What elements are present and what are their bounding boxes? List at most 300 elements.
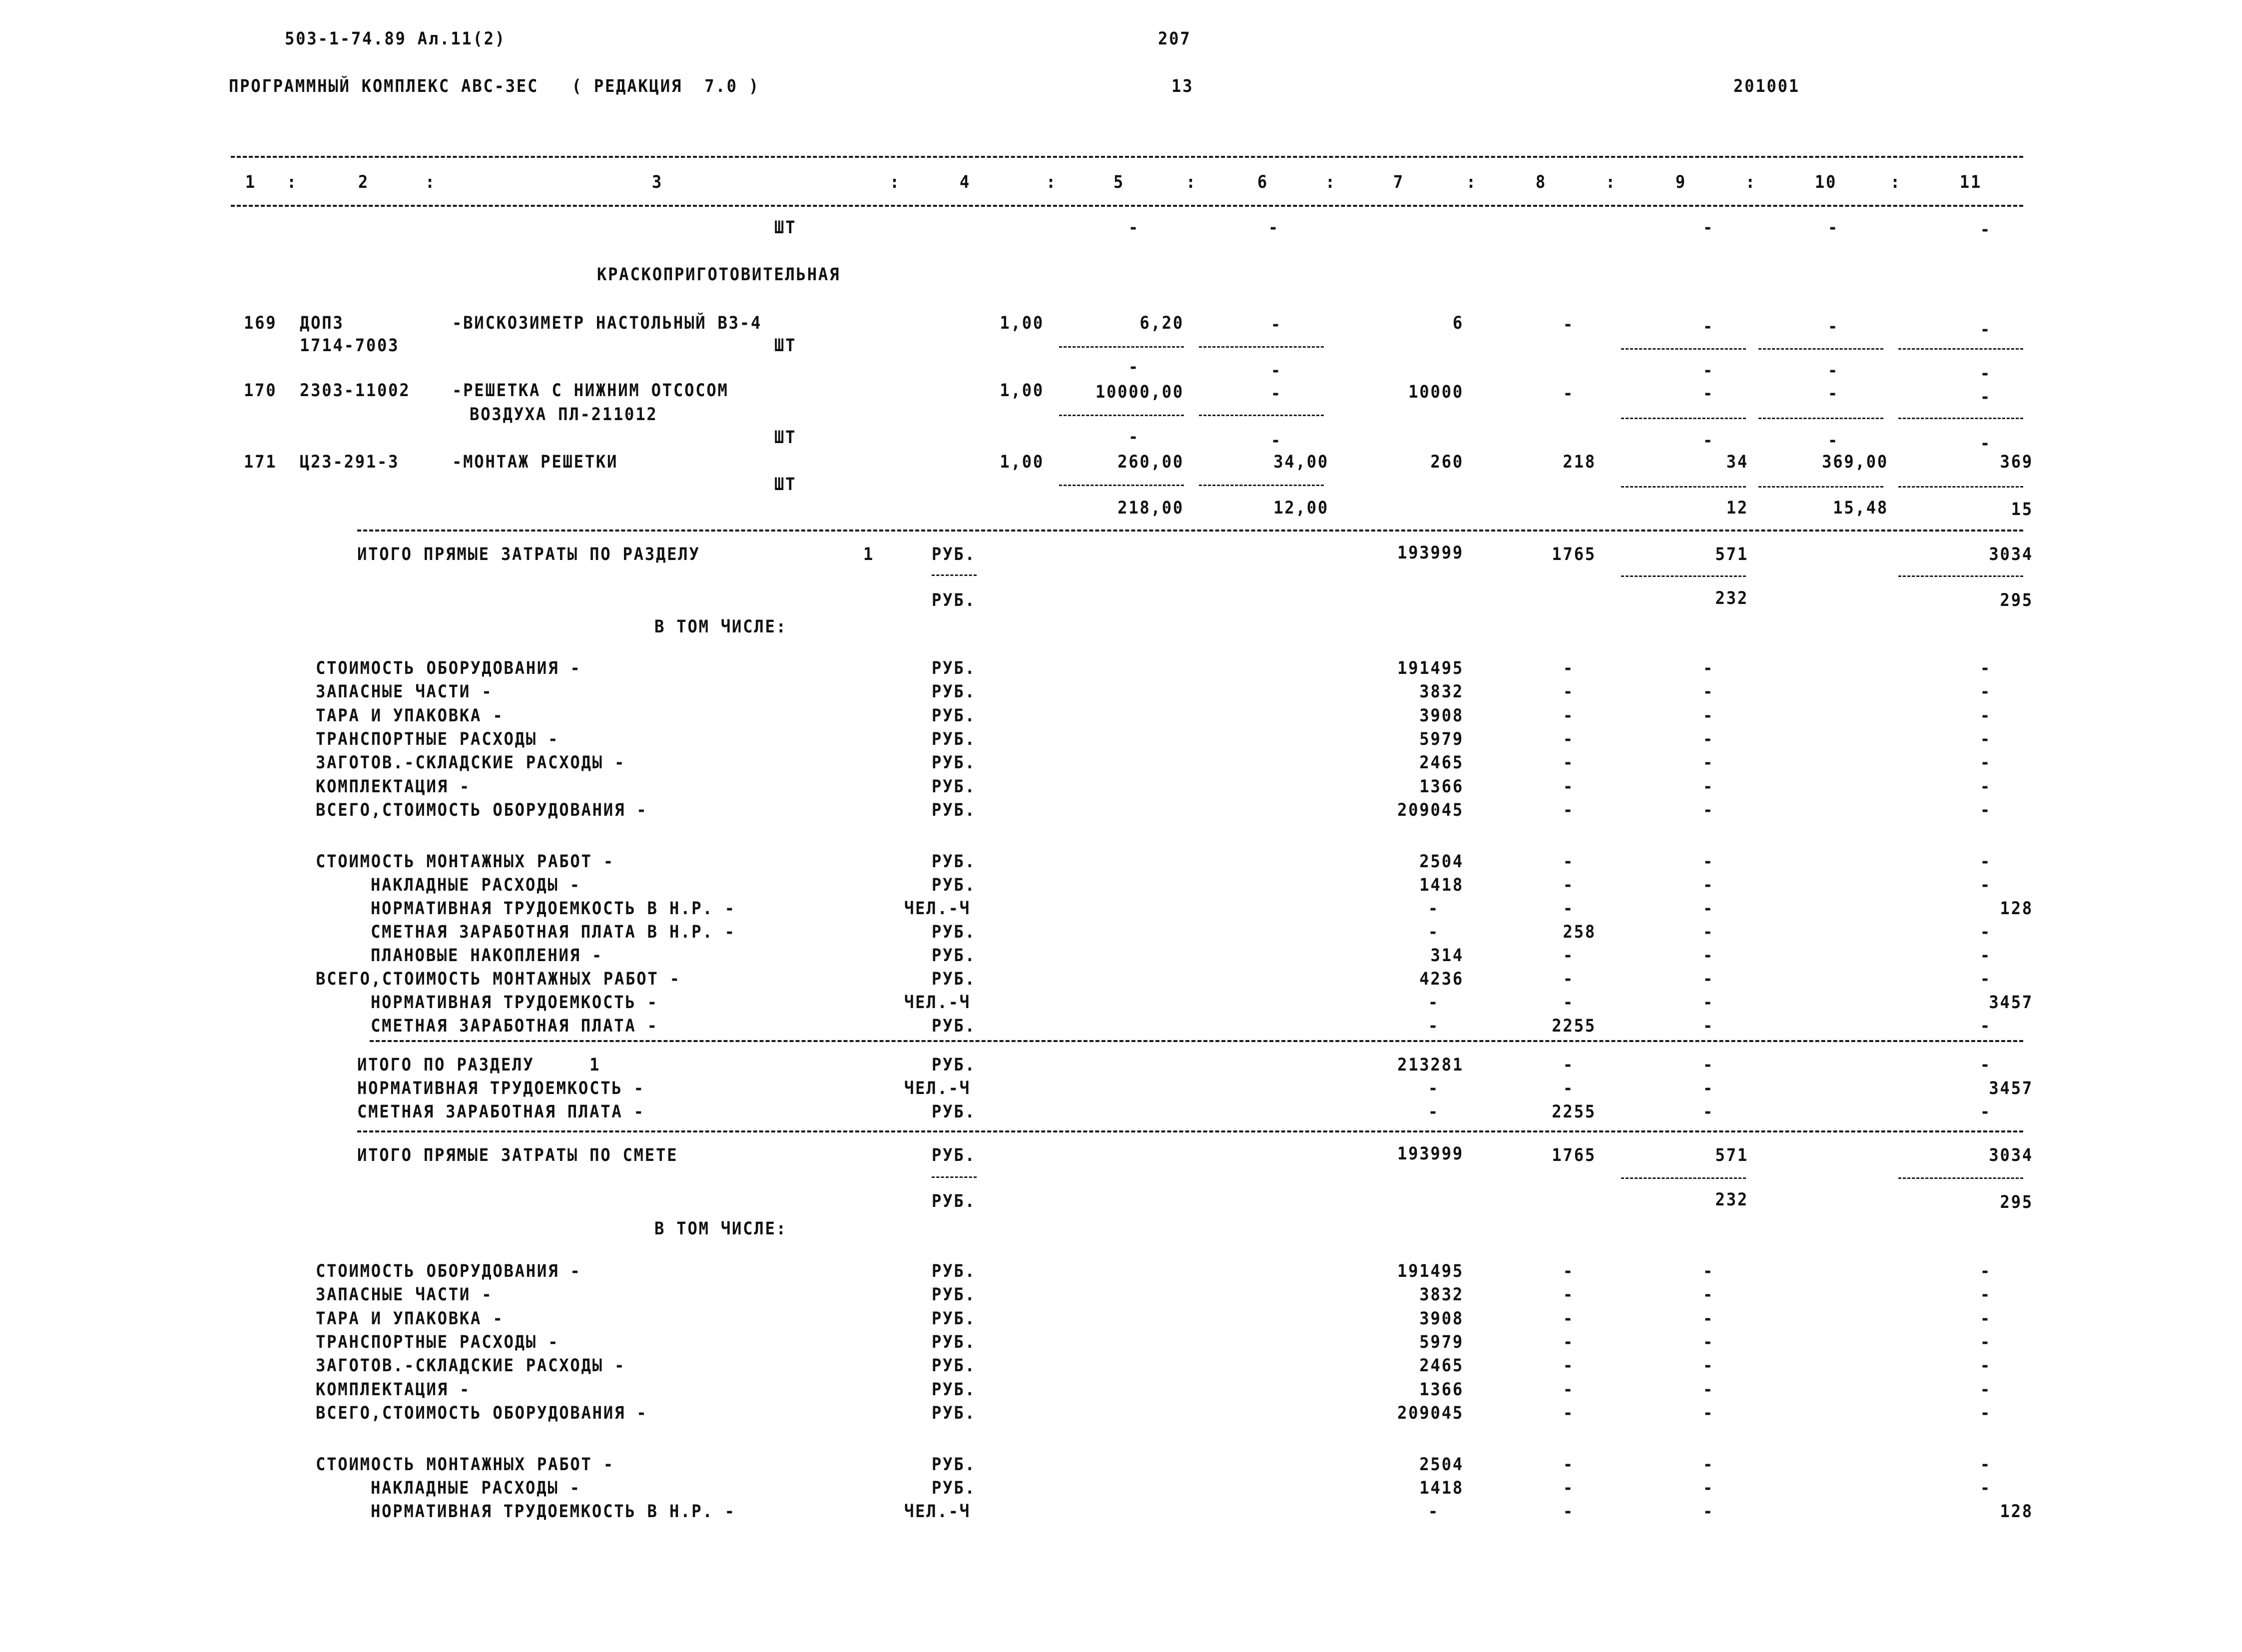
row-label: ВСЕГО,СТОИМОСТЬ ОБОРУДОВАНИЯ -	[316, 800, 648, 820]
row-c8: -	[1563, 658, 1575, 678]
col-sep: :	[1890, 172, 1902, 192]
row-c7: 213281	[1397, 1055, 1464, 1075]
item-code: Ц23-291-3	[300, 452, 400, 472]
row-label: СМЕТНАЯ ЗАРАБОТНАЯ ПЛАТА В Н.Р. -	[371, 922, 736, 942]
row-c7: 2504	[1419, 852, 1464, 872]
item-qty: 1,00	[1000, 381, 1044, 401]
item-unit: ШТ	[774, 475, 797, 495]
row-unit: РУБ.	[932, 776, 976, 797]
item-c8: 218	[1563, 452, 1596, 472]
row-c11: -	[1980, 1016, 1992, 1036]
row-unit: РУБ.	[932, 1261, 976, 1281]
estimate-c11: 3034	[1989, 1145, 2033, 1165]
dash-cell: -	[1827, 431, 1839, 451]
row-c9: -	[1702, 682, 1714, 702]
row-c8: -	[1563, 1478, 1575, 1498]
row-label: СМЕТНАЯ ЗАРАБОТНАЯ ПЛАТА -	[357, 1102, 645, 1122]
col-10: 10	[1814, 172, 1837, 192]
rule-header-bottom	[231, 205, 2023, 207]
row-c11: -	[1980, 658, 1992, 678]
item-c7: 6	[1452, 313, 1464, 333]
row-c8: -	[1563, 800, 1575, 820]
row-unit: ЧЕЛ.-Ч	[904, 993, 971, 1013]
row-c8: 258	[1563, 922, 1596, 942]
row-c11: -	[1980, 875, 1992, 895]
cell-rule	[1059, 485, 1184, 486]
row-label: НОРМАТИВНАЯ ТРУДОЕМКОСТЬ В Н.Р. -	[371, 1502, 736, 1522]
row-c9: -	[1702, 946, 1714, 966]
row-c7: 2504	[1419, 1455, 1464, 1475]
row-label: ТАРА И УПАКОВКА -	[316, 1308, 504, 1329]
row-c7: -	[1428, 899, 1440, 919]
row-c9: -	[1702, 1055, 1714, 1075]
row-unit: РУБ.	[932, 969, 976, 989]
cell-rule	[1199, 346, 1324, 348]
item-code: ДОП3	[300, 313, 344, 333]
row-c9: -	[1702, 776, 1714, 797]
row-label: СТОИМОСТЬ МОНТАЖНЫХ РАБОТ -	[316, 1455, 614, 1475]
col-8: 8	[1535, 172, 1547, 192]
item-sub-c11: 15	[2011, 500, 2033, 520]
row-c7: 1366	[1419, 1379, 1464, 1400]
dash-cell: -	[1270, 431, 1282, 451]
row-c7: -	[1428, 1079, 1440, 1099]
item-no: 169	[244, 313, 277, 333]
col-9: 9	[1675, 172, 1687, 192]
row-unit: ЧЕЛ.-Ч	[904, 1079, 971, 1099]
row-unit: РУБ.	[932, 1308, 976, 1329]
row-c8: -	[1563, 1379, 1575, 1400]
dash-cell: -	[1827, 361, 1839, 381]
row-unit: РУБ.	[932, 875, 976, 895]
col-sep: :	[286, 172, 298, 192]
row-c7: -	[1428, 1502, 1440, 1522]
total-label: ИТОГО ПРЯМЫЕ ЗАТРАТЫ ПО РАЗДЕЛУ	[357, 545, 700, 564]
total-c8: 1765	[1552, 545, 1596, 564]
col-7: 7	[1393, 172, 1405, 192]
row-c9: -	[1702, 1308, 1714, 1329]
dash-cell: -	[1128, 427, 1140, 447]
col-sep: :	[1466, 172, 1478, 192]
row-c7: 3908	[1419, 1308, 1464, 1329]
row-c9: -	[1702, 922, 1714, 942]
row-c8: -	[1563, 705, 1575, 726]
row-unit: РУБ.	[932, 1102, 976, 1122]
row-c11: -	[1980, 682, 1992, 702]
row-c9: -	[1702, 1403, 1714, 1423]
total-c11b: 295	[2000, 590, 2033, 610]
row-c8: -	[1563, 969, 1575, 989]
item-c6: -	[1270, 384, 1282, 404]
col-sep: :	[1325, 172, 1337, 192]
row-c9: -	[1702, 800, 1714, 820]
row-unit: РУБ.	[932, 1356, 976, 1376]
item-no: 171	[244, 452, 277, 472]
col-sep: :	[1185, 172, 1197, 192]
row-c11: -	[1980, 1455, 1992, 1475]
row-c9: -	[1702, 993, 1714, 1013]
sub-number: 13	[1171, 76, 1194, 96]
item-c9: -	[1702, 384, 1714, 404]
item-sub-c6: 12,00	[1273, 498, 1329, 518]
row-label: ТРАНСПОРТНЫЕ РАСХОДЫ -	[316, 1332, 560, 1352]
sheet-ref: 503-1-74.89 Ал.11(2)	[285, 29, 506, 49]
row-label: КОМПЛЕКТАЦИЯ -	[316, 776, 471, 797]
cell-rule	[932, 574, 977, 576]
item-c6: -	[1270, 315, 1282, 335]
row-c8: -	[1563, 729, 1575, 749]
total-num: 1	[863, 545, 875, 564]
row-label: СТОИМОСТЬ ОБОРУДОВАНИЯ -	[316, 658, 581, 678]
row-c9: -	[1702, 1332, 1714, 1352]
incl-label-2: В ТОМ ЧИСЛЕ:	[654, 1219, 787, 1239]
row-unit: РУБ.	[932, 800, 976, 820]
cell-rule	[1758, 348, 1883, 350]
col-11: 11	[1959, 172, 1982, 192]
cell-rule	[1898, 575, 2023, 577]
dash-cell: -	[1827, 218, 1839, 238]
row-c7: 2465	[1419, 753, 1464, 773]
cell-rule	[1621, 1177, 1746, 1179]
row-label: ВСЕГО,СТОИМОСТЬ МОНТАЖНЫХ РАБОТ -	[316, 969, 681, 989]
row-unit: РУБ.	[932, 1379, 976, 1400]
item-c9: -	[1702, 317, 1714, 337]
row-c11: -	[1980, 1403, 1992, 1423]
row-unit: РУБ.	[932, 1332, 976, 1352]
row-c9: -	[1702, 899, 1714, 919]
row-c11: -	[1980, 1308, 1992, 1329]
row-label: ИТОГО ПО РАЗДЕЛУ 1	[357, 1055, 601, 1075]
col-sep: :	[1745, 172, 1757, 192]
cell-rule	[1898, 486, 2023, 488]
row-c7: 1418	[1419, 875, 1464, 895]
row-c8: -	[1563, 875, 1575, 895]
row-c7: 314	[1430, 946, 1464, 966]
row-c11: 3457	[1989, 1079, 2033, 1099]
estimate-c7: 193999	[1397, 1144, 1464, 1164]
row-c9: -	[1702, 1285, 1714, 1305]
row-label: ЗАПАСНЫЕ ЧАСТИ -	[316, 682, 493, 702]
row-c8: 2255	[1552, 1102, 1596, 1122]
incl-label: В ТОМ ЧИСЛЕ:	[654, 617, 787, 637]
row-c8: -	[1563, 682, 1575, 702]
row-label: СМЕТНАЯ ЗАРАБОТНАЯ ПЛАТА -	[371, 1016, 658, 1036]
row-c9: -	[1702, 1379, 1714, 1400]
row-c7: 5979	[1419, 729, 1464, 749]
item-sub-c5: 218,00	[1118, 498, 1184, 518]
col-sep: :	[425, 172, 437, 192]
page-number: 207	[1158, 29, 1191, 49]
item-qty: 1,00	[1000, 313, 1044, 333]
item-c8: -	[1563, 315, 1575, 335]
row-c8: -	[1563, 993, 1575, 1013]
row-c9: -	[1702, 1478, 1714, 1498]
row-c11: -	[1980, 800, 1992, 820]
row-c9: -	[1702, 852, 1714, 872]
rule-section	[357, 530, 2023, 532]
row-unit: РУБ.	[932, 682, 976, 702]
row-c8: -	[1563, 1356, 1575, 1376]
item-c9: 34	[1726, 452, 1748, 472]
row-c7: 209045	[1397, 1403, 1464, 1423]
doc-code: 201001	[1733, 76, 1800, 96]
row-c11: -	[1980, 729, 1992, 749]
row-c8: -	[1563, 1285, 1575, 1305]
item-sub-c10: 15,48	[1833, 498, 1888, 518]
row-unit: РУБ.	[932, 1285, 976, 1305]
total-c11: 3034	[1989, 545, 2033, 564]
row-unit: РУБ.	[932, 1455, 976, 1475]
row-c9: -	[1702, 1502, 1714, 1522]
total-unit: РУБ.	[932, 545, 976, 564]
cell-rule	[1621, 575, 1746, 577]
dash-cell: -	[1128, 357, 1140, 377]
item-name: -ВИСКОЗИМЕТР НАСТОЛЬНЫЙ ВЗ-4	[452, 313, 762, 333]
row-label: НАКЛАДНЫЕ РАСХОДЫ -	[371, 875, 581, 895]
row-c7: 1418	[1419, 1478, 1464, 1498]
row-c7: -	[1428, 1016, 1440, 1036]
row-label: ЗАГОТОВ.-СКЛАДСКИЕ РАСХОДЫ -	[316, 1356, 626, 1376]
row-unit: РУБ.	[932, 1016, 976, 1036]
estimate-unit: РУБ.	[932, 1145, 976, 1165]
item-c11: -	[1980, 320, 1992, 340]
row-unit: ЧЕЛ.-Ч	[904, 899, 971, 919]
cell-rule	[1621, 486, 1746, 488]
item-c6: 34,00	[1273, 452, 1329, 472]
row-label: НОРМАТИВНАЯ ТРУДОЕМКОСТЬ В Н.Р. -	[371, 899, 736, 919]
section-title: КРАСКОПРИГОТОВИТЕЛЬНАЯ	[597, 265, 841, 285]
item-code2: 1714-7003	[300, 336, 400, 356]
row-c9: -	[1702, 1016, 1714, 1036]
item-c10: -	[1827, 317, 1839, 337]
cell-rule	[1898, 348, 2023, 350]
row-c8: -	[1563, 1403, 1575, 1423]
row-c9: -	[1702, 1261, 1714, 1281]
row-unit: РУБ.	[932, 922, 976, 942]
row-c7: -	[1428, 1102, 1440, 1122]
cell-rule	[1199, 485, 1324, 486]
row-label: ВСЕГО,СТОИМОСТЬ ОБОРУДОВАНИЯ -	[316, 1403, 648, 1423]
item-unit: ШТ	[774, 336, 797, 356]
row-c11: -	[1980, 1379, 1992, 1400]
row-c7: 3908	[1419, 705, 1464, 726]
row-c11: -	[1980, 1332, 1992, 1352]
row-unit: РУБ.	[932, 946, 976, 966]
row-c8: -	[1563, 1332, 1575, 1352]
col-sep: :	[1046, 172, 1058, 192]
item-c5: 260,00	[1118, 452, 1184, 472]
row-c9: -	[1702, 875, 1714, 895]
estimate-c9b: 232	[1715, 1190, 1748, 1210]
row-c8: 2255	[1552, 1016, 1596, 1036]
row-label: ПЛАНОВЫЕ НАКОПЛЕНИЯ -	[371, 946, 603, 966]
row-label: СТОИМОСТЬ ОБОРУДОВАНИЯ -	[316, 1261, 581, 1281]
row-c11: 128	[2000, 1502, 2033, 1522]
row-c8: -	[1563, 1455, 1575, 1475]
row-c11: -	[1980, 1055, 1992, 1075]
row-unit: РУБ.	[932, 753, 976, 773]
row-c11: -	[1980, 1478, 1992, 1498]
cell-rule	[1199, 415, 1324, 416]
dash-cell: -	[1980, 434, 1992, 454]
col-2: 2	[358, 172, 370, 192]
rule-subtotal	[370, 1040, 2023, 1042]
col-sep: :	[889, 172, 901, 192]
row-c7: 209045	[1397, 800, 1464, 820]
item-c8: -	[1563, 384, 1575, 404]
row-c7: 2465	[1419, 1356, 1464, 1376]
row-label: ЗАПАСНЫЕ ЧАСТИ -	[316, 1285, 493, 1305]
cell-rule	[932, 1176, 977, 1178]
dash-cell: -	[1702, 361, 1714, 381]
cell-rule	[1059, 346, 1184, 348]
row-c11: 3457	[1989, 993, 2033, 1013]
row-unit: РУБ.	[932, 1403, 976, 1423]
program-title: ПРОГРАММНЫЙ КОМПЛЕКС АВС-3ЕС ( РЕДАКЦИЯ 7.0 )	[229, 76, 760, 96]
row-label: НОРМАТИВНАЯ ТРУДОЕМКОСТЬ -	[357, 1079, 645, 1099]
row-c7: 3832	[1419, 682, 1464, 702]
total-c9b: 232	[1715, 588, 1748, 608]
dash-cell: -	[1702, 431, 1714, 451]
cell-rule	[1758, 486, 1883, 488]
row-label: КОМПЛЕКТАЦИЯ -	[316, 1379, 471, 1400]
row-unit: РУБ.	[932, 1478, 976, 1498]
row-label: НОРМАТИВНАЯ ТРУДОЕМКОСТЬ -	[371, 993, 658, 1013]
row-c7: -	[1428, 993, 1440, 1013]
col-sep: :	[1605, 172, 1617, 192]
cell-rule	[1898, 418, 2023, 419]
row-c8: -	[1563, 1502, 1575, 1522]
estimate-c9: 571	[1715, 1145, 1748, 1165]
row-c11: -	[1980, 1356, 1992, 1376]
row-c7: 191495	[1397, 1261, 1464, 1281]
item-c11: -	[1980, 387, 1992, 407]
row-c9: -	[1702, 729, 1714, 749]
total-unit2: РУБ.	[932, 590, 976, 610]
row-c11: -	[1980, 753, 1992, 773]
estimate-label: ИТОГО ПРЯМЫЕ ЗАТРАТЫ ПО СМЕТЕ	[357, 1145, 678, 1165]
dash-cell: -	[1702, 218, 1714, 238]
rule-estimate	[357, 1130, 2023, 1132]
cell-rule	[1621, 418, 1746, 419]
item-name: -РЕШЕТКА С НИЖНИМ ОТСОСОМ	[452, 381, 729, 401]
col-3: 3	[651, 172, 663, 192]
row-c11: 128	[2000, 899, 2033, 919]
col-6: 6	[1257, 172, 1269, 192]
row-c7: 191495	[1397, 658, 1464, 678]
row-c9: -	[1702, 705, 1714, 726]
row-c9: -	[1702, 1102, 1714, 1122]
row-c9: -	[1702, 1455, 1714, 1475]
col-4: 4	[959, 172, 971, 192]
row-c8: -	[1563, 852, 1575, 872]
row-c8: -	[1563, 946, 1575, 966]
item-unit: ШТ	[774, 428, 797, 448]
row-label: ТАРА И УПАКОВКА -	[316, 705, 504, 726]
rule-top	[231, 156, 2023, 158]
total-c9: 571	[1715, 545, 1748, 564]
row-c11: -	[1980, 1102, 1992, 1122]
estimate-c11b: 295	[2000, 1192, 2033, 1212]
row-c9: -	[1702, 969, 1714, 989]
estimate-c8: 1765	[1552, 1145, 1596, 1165]
item-name2: ВОЗДУХА ПЛ-211012	[470, 405, 658, 425]
row-unit: РУБ.	[932, 658, 976, 678]
row-c11: -	[1980, 1261, 1992, 1281]
dash-cell: -	[1128, 218, 1140, 238]
row-label: ТРАНСПОРТНЫЕ РАСХОДЫ -	[316, 729, 560, 749]
item-c7: 10000	[1408, 382, 1464, 402]
cell-rule	[1059, 415, 1184, 416]
row-c7: 1366	[1419, 776, 1464, 797]
row-c9: -	[1702, 1356, 1714, 1376]
dash-cell: -	[1270, 361, 1282, 381]
row-c7: 3832	[1419, 1285, 1464, 1305]
item-qty: 1,00	[1000, 452, 1044, 472]
row-c7: 5979	[1419, 1332, 1464, 1352]
row-c8: -	[1563, 899, 1575, 919]
row-c8: -	[1563, 753, 1575, 773]
total-c7: 193999	[1397, 543, 1464, 563]
item-c5: 10000,00	[1095, 382, 1184, 402]
row-c9: -	[1702, 1079, 1714, 1099]
col-1: 1	[245, 172, 257, 192]
cell-rule	[1621, 348, 1746, 350]
row-c9: -	[1702, 658, 1714, 678]
estimate-unit2: РУБ.	[932, 1191, 976, 1211]
item-sub-c9: 12	[1726, 498, 1748, 518]
item-code: 2303-11002	[300, 381, 411, 401]
row-c11: -	[1980, 922, 1992, 942]
item-name: -МОНТАЖ РЕШЕТКИ	[452, 452, 618, 472]
carry-unit: ШТ	[774, 218, 797, 238]
row-c7: -	[1428, 922, 1440, 942]
item-c10: -	[1827, 384, 1839, 404]
cell-rule	[1758, 418, 1883, 419]
item-c7: 260	[1430, 452, 1464, 472]
row-c9: -	[1702, 753, 1714, 773]
row-label: НАКЛАДНЫЕ РАСХОДЫ -	[371, 1478, 581, 1498]
item-c5: 6,20	[1139, 313, 1184, 333]
row-c8: -	[1563, 776, 1575, 797]
row-c8: -	[1563, 1055, 1575, 1075]
dash-cell: -	[1980, 364, 1992, 384]
row-c8: -	[1563, 1261, 1575, 1281]
item-c11: 369	[2000, 452, 2033, 472]
row-unit: РУБ.	[932, 852, 976, 872]
row-label: СТОИМОСТЬ МОНТАЖНЫХ РАБОТ -	[316, 852, 614, 872]
row-c11: -	[1980, 1285, 1992, 1305]
row-c7: 4236	[1419, 969, 1464, 989]
row-c8: -	[1563, 1079, 1575, 1099]
item-c10: 369,00	[1822, 452, 1888, 472]
row-c8: -	[1563, 1308, 1575, 1329]
row-c11: -	[1980, 946, 1992, 966]
row-unit: РУБ.	[932, 729, 976, 749]
row-label: ЗАГОТОВ.-СКЛАДСКИЕ РАСХОДЫ -	[316, 753, 626, 773]
dash-cell: -	[1980, 220, 1992, 240]
cell-rule	[1898, 1177, 2023, 1179]
row-c11: -	[1980, 776, 1992, 797]
row-c11: -	[1980, 705, 1992, 726]
col-5: 5	[1113, 172, 1125, 192]
item-no: 170	[244, 381, 277, 401]
dash-cell: -	[1268, 218, 1280, 238]
row-c11: -	[1980, 852, 1992, 872]
row-unit: РУБ.	[932, 705, 976, 726]
row-c11: -	[1980, 969, 1992, 989]
row-unit: РУБ.	[932, 1055, 976, 1075]
